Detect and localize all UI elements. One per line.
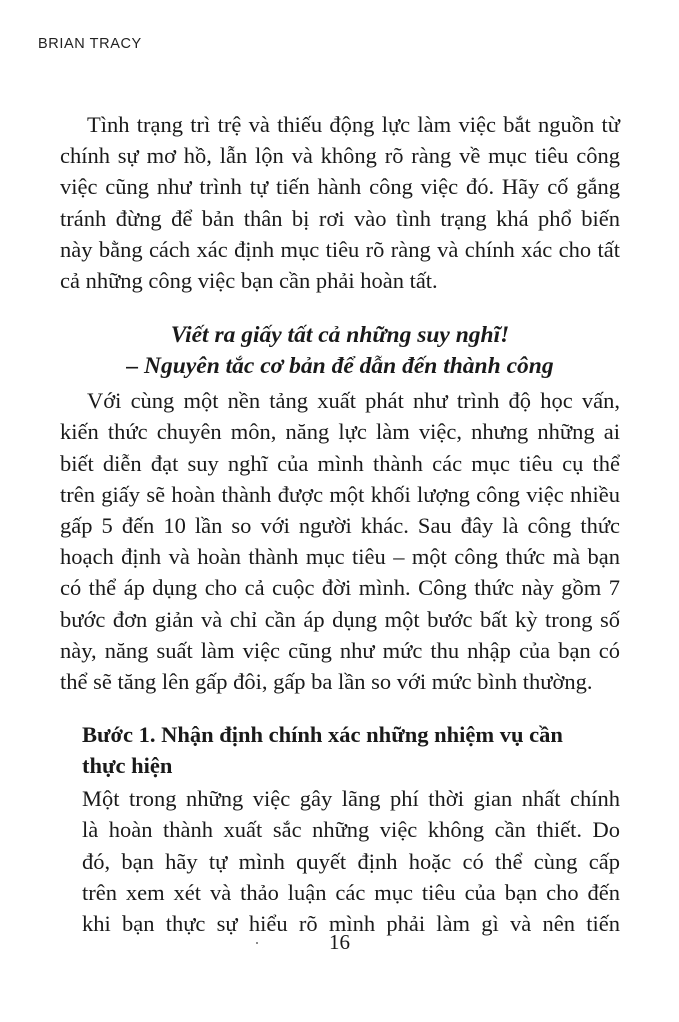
text-line: gấp 5 đến 10 lần so với người khác. Sau đây là công thức bbox=[60, 513, 620, 539]
text-line: là hoàn thành xuất sắc những việc không cần thiết. Do bbox=[82, 817, 620, 843]
text-line: biết diễn đạt suy nghĩ của mình thành các mục tiêu cụ thể bbox=[60, 450, 620, 476]
text-line: này, năng suất làm việc cũng như mức thu nhập của bạn có bbox=[60, 637, 620, 663]
step-heading-line: thực hiện bbox=[82, 753, 173, 779]
section-title-line: Viết ra giấy tất cả những suy nghĩ! bbox=[170, 322, 510, 349]
text-line: trên xem xét và thảo luận các mục tiêu của bạn cho đến bbox=[82, 879, 620, 905]
text-line: kiến thức chuyên môn, năng lực làm việc, nhưng những ai bbox=[60, 419, 620, 445]
text-line: trên giấy sẽ hoàn thành được một khối lượng công việc nhiều bbox=[60, 481, 620, 507]
text-line: hoạch định và hoàn thành mục tiêu – một công thức mà bạn bbox=[60, 544, 620, 570]
text-line: Với cùng một nền tảng xuất phát như trình độ học vấn, bbox=[87, 388, 620, 414]
text-line: này bằng cách xác định mục tiêu rõ ràng và chính xác cho tất bbox=[60, 236, 620, 262]
step-heading-line: Bước 1. Nhận định chính xác những nhiệm vụ cần bbox=[82, 722, 563, 748]
section-title bbox=[60, 320, 620, 382]
text-line: khi bạn thực sự hiểu rõ mình phải làm gì và nên tiến bbox=[82, 911, 620, 937]
text-line: Một trong những việc gây lãng phí thời gian nhất chính bbox=[82, 786, 620, 812]
text-line: cả những công việc bạn cần phải hoàn tất. bbox=[60, 268, 438, 294]
page-body bbox=[60, 109, 620, 939]
step-1-heading bbox=[82, 719, 620, 781]
intro-paragraph bbox=[60, 109, 620, 296]
section-subtitle-line: – Nguyên tắc cơ bản để dẫn đến thành công bbox=[126, 353, 554, 380]
page-number: 16 bbox=[329, 930, 350, 954]
text-line: chính sự mơ hồ, lẫn lộn và không rõ ràng về mục tiêu công bbox=[60, 143, 620, 169]
section-paragraph bbox=[60, 385, 620, 697]
text-line: bước đơn giản và chỉ cần áp dụng một bước bất kỳ trong số bbox=[60, 606, 620, 632]
text-line: tránh đừng để bản thân bị rơi vào tình trạng khá phổ biến bbox=[60, 205, 620, 231]
text-line: có thể áp dụng cho cả cuộc đời mình. Công thức này gồm 7 bbox=[60, 575, 620, 601]
step-1-paragraph bbox=[82, 783, 620, 939]
text-line: đó, bạn hãy tự mình quyết định hoặc có thể cùng cấp bbox=[82, 848, 620, 874]
text-line: thể sẽ tăng lên gấp đôi, gấp ba lần so với mức bình thường. bbox=[60, 669, 593, 695]
text-line: việc cũng như trình tự tiến hành công việc đó. Hãy cố gắng bbox=[60, 174, 620, 200]
text-line: Tình trạng trì trệ và thiếu động lực làm việc bắt nguồn từ bbox=[87, 112, 620, 137]
running-head: BRIAN TRACY bbox=[38, 36, 142, 52]
